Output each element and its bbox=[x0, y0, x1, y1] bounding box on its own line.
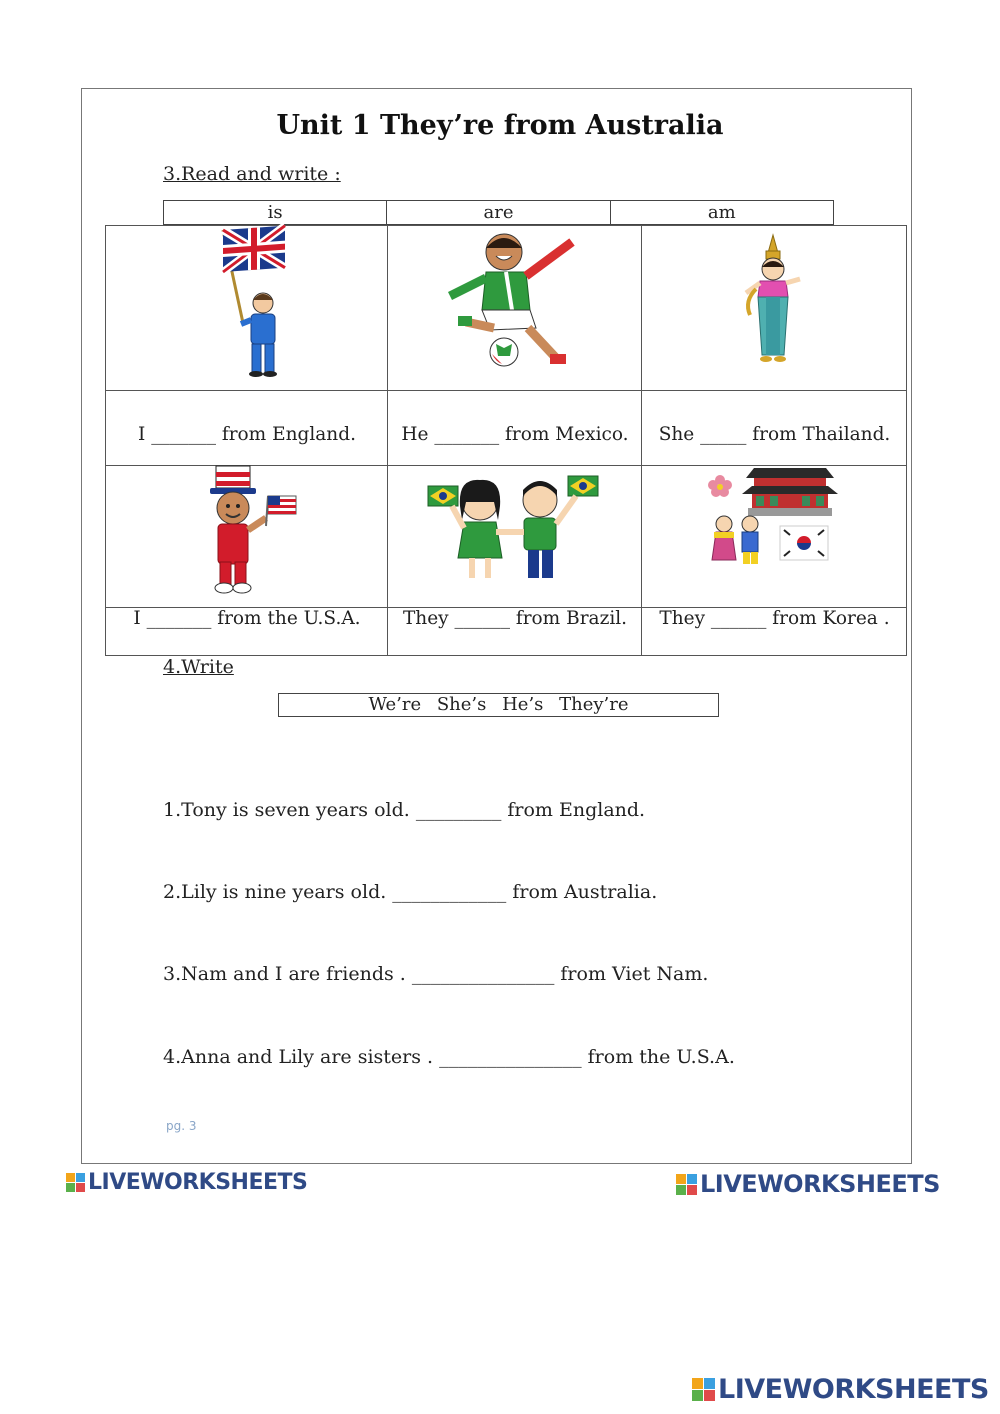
question-2: 2.Lily is nine years old. ____________ from Australia. bbox=[163, 881, 658, 903]
page-number: pg. 3 bbox=[166, 1119, 197, 1133]
thai-dancer-icon bbox=[740, 235, 806, 365]
korea-palace-icon bbox=[708, 468, 838, 576]
usa-boy-icon bbox=[206, 466, 300, 594]
question-1: 1.Tony is seven years old. _________ from England. bbox=[163, 799, 646, 821]
question-3: 3.Nam and I are friends . _______________ from Viet Nam. bbox=[163, 963, 709, 985]
sentence-mexico: He _______ from Mexico. bbox=[401, 424, 629, 445]
sentence-korea: They ______ from Korea . bbox=[659, 608, 890, 629]
mexico-footballer-icon bbox=[446, 230, 580, 375]
worksheet-title: Unit 1 They’re from Australia bbox=[276, 110, 724, 141]
word-is: is bbox=[164, 201, 387, 224]
england-boy-flag-icon bbox=[215, 228, 305, 378]
word-are: are bbox=[387, 201, 610, 224]
brand-mark-icon bbox=[676, 1174, 697, 1195]
brand-mark-icon bbox=[66, 1173, 85, 1192]
brand-name: LIVEWORKSHEETS bbox=[718, 1374, 989, 1405]
word-am: am bbox=[707, 202, 736, 223]
sentence-usa: I _______ from the U.S.A. bbox=[133, 608, 361, 629]
question-4: 4.Anna and Lily are sisters . _______________ from the U.S.A. bbox=[163, 1046, 735, 1068]
brand-mark-icon bbox=[692, 1378, 715, 1401]
brand-logo-left bbox=[66, 1170, 307, 1195]
word-bank-4: We’re She’s He’s They’re bbox=[278, 693, 719, 717]
brazil-kids-icon bbox=[428, 472, 600, 582]
section4-heading: 4.Write bbox=[163, 656, 234, 678]
sentence-england: I _______ from England. bbox=[138, 424, 356, 445]
brand-name: LIVEWORKSHEETS bbox=[88, 1170, 308, 1195]
brand-logo-right bbox=[676, 1170, 940, 1198]
sentence-thailand: She _____ from Thailand. bbox=[658, 424, 891, 445]
brand-logo-footer[interactable] bbox=[692, 1374, 989, 1405]
word-bank-3 bbox=[163, 200, 834, 225]
brand-name: LIVEWORKSHEETS bbox=[700, 1170, 940, 1198]
sentence-brazil: They ______ from Brazil. bbox=[402, 608, 628, 629]
section3-heading: 3.Read and write : bbox=[163, 163, 341, 185]
